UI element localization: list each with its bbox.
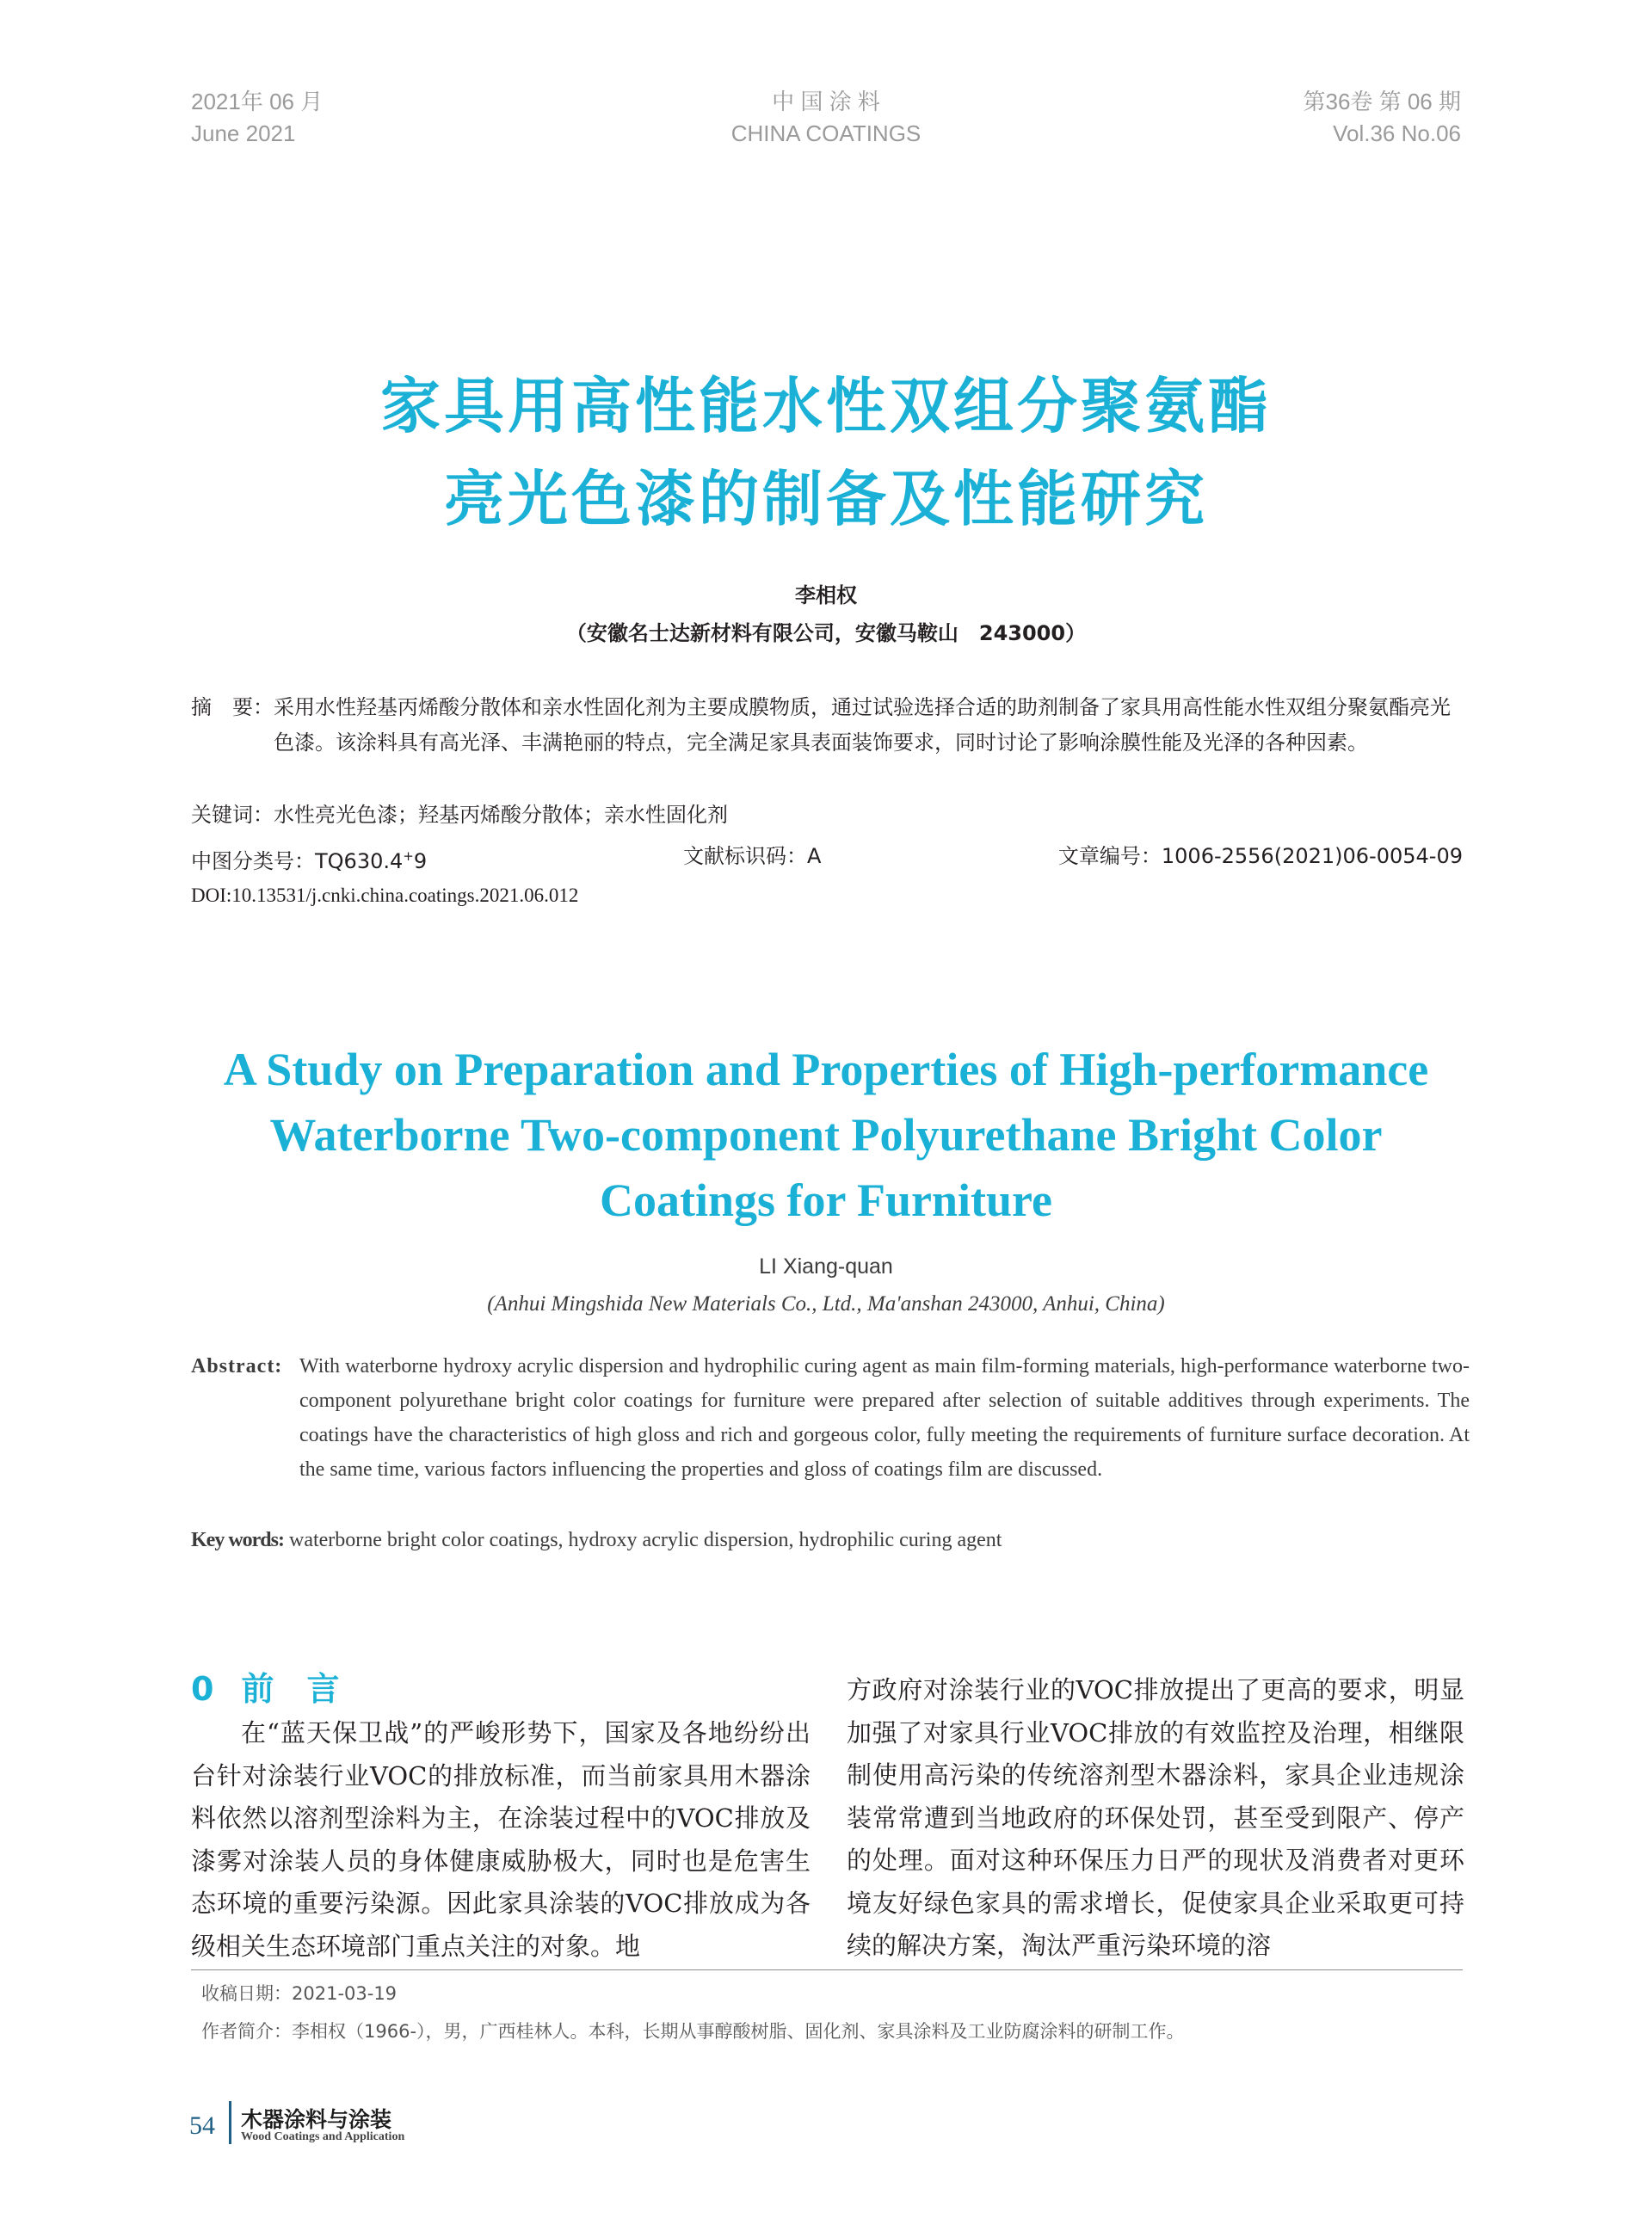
- author-cn: 李相权: [795, 583, 857, 607]
- header-volume: [1303, 86, 1461, 150]
- section-title: 前言: [241, 1670, 373, 1708]
- header-date-cn: 2021年 06 月: [191, 89, 324, 114]
- affiliation-en: (Anhui Mingshida New Materials Co., Ltd., Ma'anshan 243000, Anhui, China): [487, 1292, 1165, 1316]
- keywords-en: [191, 1525, 1002, 1556]
- clc-sup: +: [403, 848, 414, 864]
- title-cn-line-1: 家具用高性能水性双组分聚氨酯: [380, 371, 1272, 441]
- section-number: 0: [191, 1670, 216, 1708]
- footnote-divider: [191, 1969, 1463, 1970]
- keywords-en-label: Key words:: [191, 1529, 284, 1551]
- affiliation-cn: （安徽名士达新材料有限公司，安徽马鞍山 243000）: [565, 621, 1087, 645]
- abstract-cn: [191, 690, 1463, 761]
- title-en-line-2: Waterborne Two-component Polyurethane Bright Color: [269, 1109, 1383, 1161]
- abstract-en-label: Abstract:: [191, 1355, 283, 1378]
- section-heading: [191, 1662, 372, 1710]
- header-volume-cn: 第36卷 第 06 期: [1303, 89, 1461, 114]
- header-volume-en: Vol.36 No.06: [1333, 120, 1461, 146]
- header-date: [191, 86, 323, 150]
- header-date-en: June 2021: [191, 120, 296, 146]
- clc-label: 中图分类号：: [191, 849, 315, 873]
- keywords-en-text: waterborne bright color coatings, hydroxy acrylic dispersion, hydrophilic curing agent: [288, 1529, 1002, 1551]
- footnote-received: 收稿日期：2021-03-19: [201, 1983, 398, 2004]
- footer-divider: [229, 2101, 231, 2144]
- article-title-en: [0, 1037, 1652, 1233]
- keywords-cn-label: 关键词：: [191, 803, 274, 827]
- abstract-en-text: With waterborne hydroxy acrylic dispersion and hydrophilic curing agent as main film-forming materials, high-performance waterborne two-component polyurethane bright color coatings for furniture were prepared after selection of suitable additives through experiments. The coatings have the characteristics of high gloss and rich and gorgeous color, fully meeting the requirements of furniture surface decoration. At the same time, various factors influencing the properties and gloss of coatings film are discussed.: [299, 1355, 1470, 1481]
- footer-journal-en: Wood Coatings and Application: [241, 2130, 405, 2143]
- classification-row: [191, 841, 1463, 871]
- body-column-right: 方政府对涂装行业的VOC排放提出了更高的要求，明显加强了对家具行业VOC排放的有效监控及治理，相继限制使用高污染的传统溶剂型木器涂料，家具企业违规涂装常常遭到当地政府的环保处罚，甚至受到限产、停产的处理。面对这种环保压力日严的现状及消费者对更环境友好绿色家具的需求增长，促使家具企业采取更可持续的解决方案，淘汰严重污染环境的溶: [847, 1675, 1464, 1960]
- document-code: 文献标识码：A: [683, 844, 822, 868]
- title-en-line-3: Coatings for Furniture: [600, 1174, 1052, 1226]
- body-column-left: 在“蓝天保卫战”的严峻形势下，国家及各地纷纷出台针对涂装行业VOC的排放标准，而当前家具用木器涂料依然以溶剂型涂料为主，在涂装过程中的VOC排放及漆雾对涂装人员的身体健康威胁极大，同时也是危害生态环境的重要污染源。因此家具涂装的VOC排放成为各级相关生态环境部门重点关注的对象。地: [191, 1718, 811, 1961]
- clc-number: [191, 841, 427, 876]
- footnote-author-bio: 作者简介：李相权（1966-），男，广西桂林人。本科，长期从事醇酸树脂、固化剂、家具涂料及工业防腐涂料的研制工作。: [201, 2021, 1185, 2042]
- doi: DOI:10.13531/j.cnki.china.coatings.2021.06.012: [191, 884, 579, 906]
- abstract-cn-label: 摘 要：: [191, 695, 274, 719]
- header-journal: [654, 86, 998, 150]
- keywords-cn: [191, 800, 728, 829]
- clc-value: TQ630.4: [315, 849, 404, 873]
- clc-tail: 9: [413, 849, 428, 873]
- page-number: 54: [189, 2111, 215, 2140]
- author-en: LI Xiang-quan: [759, 1254, 893, 1279]
- header-journal-en: CHINA COATINGS: [730, 120, 922, 146]
- title-en-line-1: A Study on Preparation and Properties of High-performance: [223, 1044, 1429, 1095]
- footer-journal-cn: 木器涂料与涂装: [241, 2107, 392, 2132]
- title-cn-line-2: 亮光色漆的制备及性能研究: [444, 464, 1208, 534]
- abstract-cn-text: 采用水性羟基丙烯酸分散体和亲水性固化剂为主要成膜物质，通过试验选择合适的助剂制备了家具用高性能水性双组分聚氨酯亮光色漆。该涂料具有高光泽、丰满艳丽的特点，完全满足家具表面装饰要求，同时讨论了影响涂膜性能及光泽的各种因素。: [274, 695, 1451, 755]
- article-title-cn: [0, 360, 1652, 545]
- keywords-cn-text: 水性亮光色漆；羟基丙烯酸分散体；亲水性固化剂: [274, 803, 728, 827]
- abstract-en: [191, 1349, 1470, 1487]
- article-number: 文章编号：1006-2556(2021)06-0054-09: [1057, 844, 1463, 868]
- header-journal-cn: 中 国 涂 料: [772, 89, 880, 114]
